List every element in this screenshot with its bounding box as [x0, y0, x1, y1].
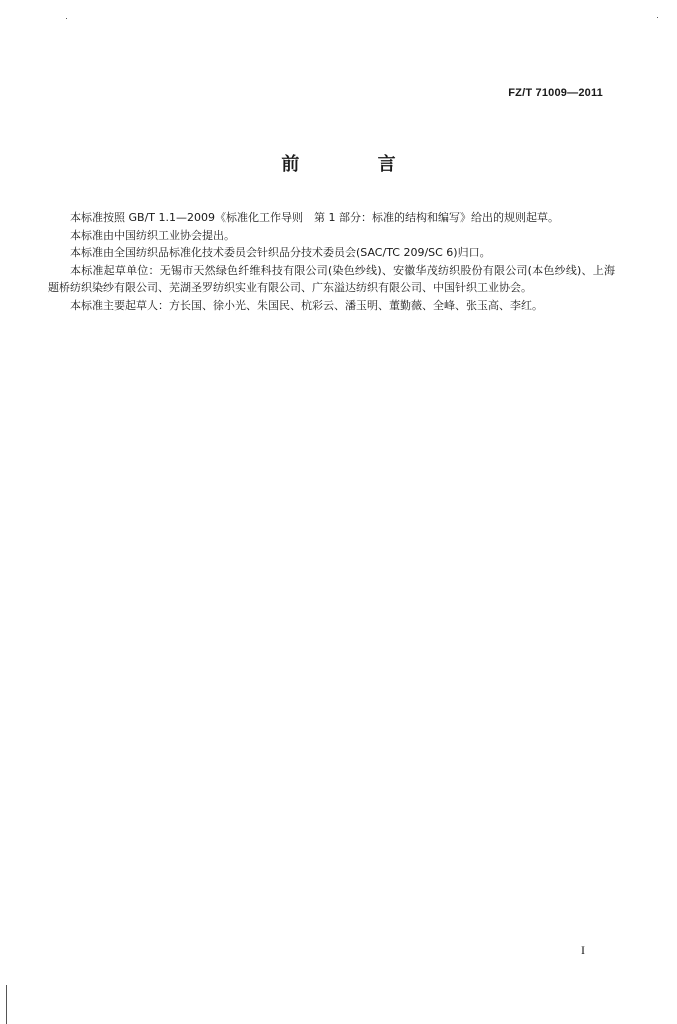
- paragraph-drafting-units: 本标准起草单位：无锡市天然绿色纤维科技有限公司(染色纱线)、安徽华茂纺织股份有限公司(本色纱线)、上海题桥纺织染纱有限公司、芜湖圣罗纺织实业有限公司、广东溢达纺织有限公司、中国针织工业协会。: [48, 263, 615, 294]
- scan-dot: [66, 18, 67, 19]
- paragraph-drafting-rules: 本标准按照 GB/T 1.1—2009《标准化工作导则 第 1 部分：标准的结构和编写》给出的规则起草。: [70, 211, 559, 224]
- paragraph-drafters: 本标准主要起草人：方长国、徐小光、朱国民、杭彩云、潘玉明、董勤薇、全峰、张玉高、李红。: [70, 298, 543, 312]
- foreword-body: [48, 209, 615, 314]
- paragraph-proposer: 本标准由中国纺织工业协会提出。: [70, 228, 235, 242]
- paragraph-committee: 本标准由全国纺织品标准化技术委员会针织品分技术委员会(SAC/TC 209/SC 6)归口。: [70, 246, 491, 259]
- scan-dot: [657, 17, 658, 18]
- page-title: 前 言: [281, 154, 432, 175]
- page-number: I: [581, 943, 585, 957]
- standard-number: FZ/T 71009—2011: [508, 87, 603, 99]
- scan-edge-mark: [6, 985, 7, 1024]
